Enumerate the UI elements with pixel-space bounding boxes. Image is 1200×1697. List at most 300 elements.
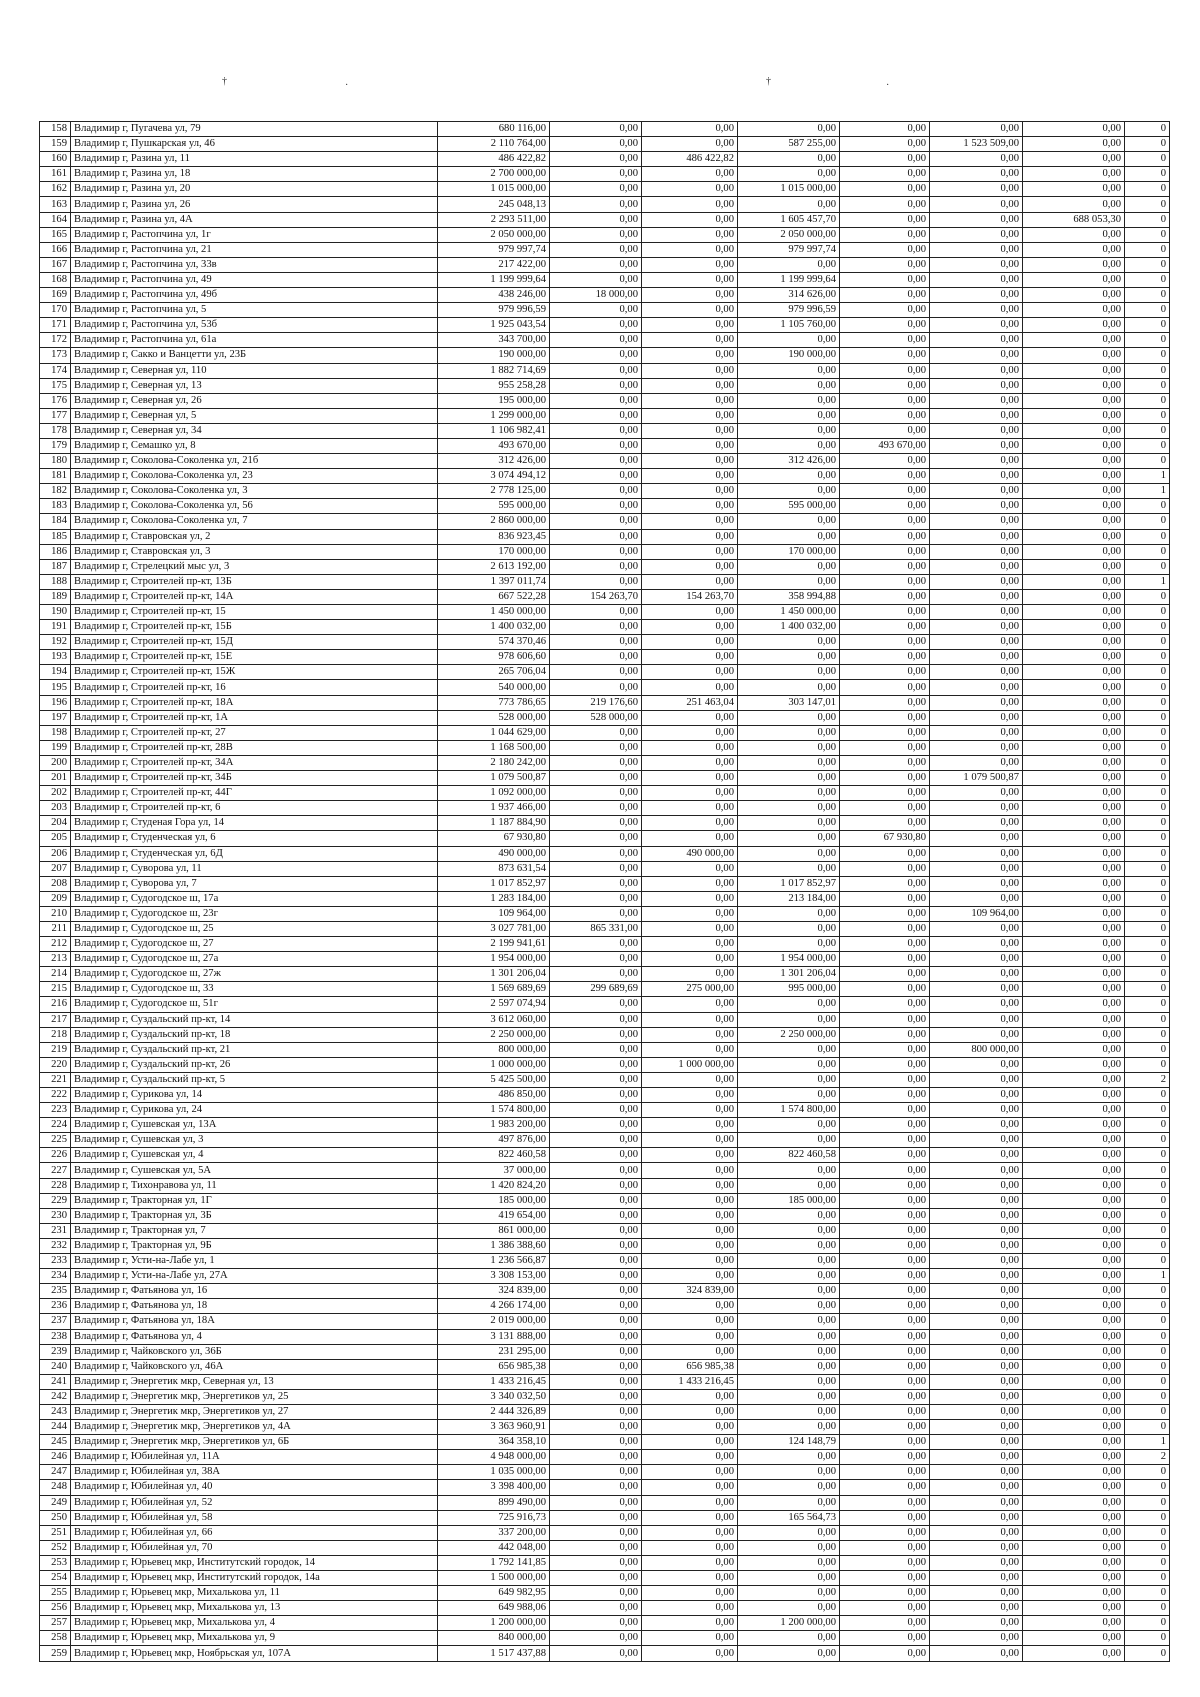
- total-amount-cell: 324 839,00: [438, 1284, 550, 1299]
- row-number: 222: [40, 1088, 71, 1103]
- amount-cell-3: 0,00: [738, 861, 840, 876]
- row-number: 238: [40, 1329, 71, 1344]
- table-row: [40, 725, 1170, 740]
- count-cell: 0: [1125, 1389, 1170, 1404]
- amount-cell-1: 0,00: [550, 484, 642, 499]
- amount-cell-3: 0,00: [738, 257, 840, 272]
- amount-cell-6: 0,00: [1023, 574, 1125, 589]
- amount-cell-4: 0,00: [840, 454, 930, 469]
- amount-cell-3: 0,00: [738, 1254, 840, 1269]
- amount-cell-4: 0,00: [840, 408, 930, 423]
- amount-cell-1: 0,00: [550, 1148, 642, 1163]
- amount-cell-5: 0,00: [930, 952, 1023, 967]
- amount-cell-5: 0,00: [930, 1465, 1023, 1480]
- amount-cell-4: 0,00: [840, 1193, 930, 1208]
- address-cell: Владимир г, Строителей пр-кт, 27: [71, 725, 438, 740]
- count-cell: 0: [1125, 227, 1170, 242]
- amount-cell-2: 0,00: [642, 378, 738, 393]
- amount-cell-6: 0,00: [1023, 333, 1125, 348]
- count-cell: 0: [1125, 559, 1170, 574]
- amount-cell-6: 0,00: [1023, 363, 1125, 378]
- amount-cell-6: 0,00: [1023, 559, 1125, 574]
- amount-cell-4: 0,00: [840, 559, 930, 574]
- row-number: 176: [40, 393, 71, 408]
- amount-cell-1: 0,00: [550, 1103, 642, 1118]
- address-cell: Владимир г, Тракторная ул, 3Б: [71, 1208, 438, 1223]
- total-amount-cell: 800 000,00: [438, 1042, 550, 1057]
- amount-cell-1: 0,00: [550, 257, 642, 272]
- row-number: 245: [40, 1435, 71, 1450]
- amount-cell-1: 0,00: [550, 122, 642, 137]
- count-cell: 0: [1125, 967, 1170, 982]
- amount-cell-6: 0,00: [1023, 544, 1125, 559]
- table-row: [40, 1118, 1170, 1133]
- amount-cell-3: 0,00: [738, 1178, 840, 1193]
- amount-cell-1: 0,00: [550, 1133, 642, 1148]
- row-number: 225: [40, 1133, 71, 1148]
- row-number: 196: [40, 695, 71, 710]
- table-row: [40, 529, 1170, 544]
- row-number: 192: [40, 635, 71, 650]
- count-cell: 0: [1125, 695, 1170, 710]
- scan-speck: ·: [886, 80, 890, 91]
- amount-cell-5: 0,00: [930, 212, 1023, 227]
- address-cell: Владимир г, Сурикова ул, 14: [71, 1088, 438, 1103]
- amount-cell-1: 219 176,60: [550, 695, 642, 710]
- total-amount-cell: 5 425 500,00: [438, 1072, 550, 1087]
- total-amount-cell: 438 246,00: [438, 288, 550, 303]
- row-number: 180: [40, 454, 71, 469]
- total-amount-cell: 3 363 960,91: [438, 1420, 550, 1435]
- amount-cell-2: 0,00: [642, 952, 738, 967]
- amount-cell-2: 656 985,38: [642, 1359, 738, 1374]
- amount-cell-5: 0,00: [930, 1269, 1023, 1284]
- table-row: [40, 921, 1170, 936]
- table-row: [40, 1163, 1170, 1178]
- row-number: 259: [40, 1646, 71, 1661]
- address-cell: Владимир г, Суворова ул, 11: [71, 861, 438, 876]
- amount-cell-1: 0,00: [550, 212, 642, 227]
- amount-cell-3: 995 000,00: [738, 982, 840, 997]
- amount-cell-6: 0,00: [1023, 227, 1125, 242]
- amount-cell-4: 0,00: [840, 1148, 930, 1163]
- amount-cell-2: 0,00: [642, 1525, 738, 1540]
- amount-cell-6: 0,00: [1023, 1435, 1125, 1450]
- amount-cell-1: 0,00: [550, 665, 642, 680]
- amount-cell-1: 0,00: [550, 1495, 642, 1510]
- row-number: 186: [40, 544, 71, 559]
- amount-cell-1: 0,00: [550, 725, 642, 740]
- amount-cell-2: 0,00: [642, 242, 738, 257]
- amount-cell-3: 0,00: [738, 1646, 840, 1661]
- amount-cell-2: 0,00: [642, 393, 738, 408]
- amount-cell-1: 0,00: [550, 1586, 642, 1601]
- amount-cell-1: 0,00: [550, 1027, 642, 1042]
- amount-cell-5: 0,00: [930, 167, 1023, 182]
- amount-cell-4: 0,00: [840, 152, 930, 167]
- total-amount-cell: 595 000,00: [438, 499, 550, 514]
- total-amount-cell: 1 079 500,87: [438, 771, 550, 786]
- amount-cell-5: 0,00: [930, 1540, 1023, 1555]
- amount-cell-5: 800 000,00: [930, 1042, 1023, 1057]
- amount-cell-2: 0,00: [642, 1404, 738, 1419]
- amount-cell-6: 0,00: [1023, 1284, 1125, 1299]
- amount-cell-5: 0,00: [930, 152, 1023, 167]
- row-number: 190: [40, 605, 71, 620]
- amount-cell-4: 0,00: [840, 1057, 930, 1072]
- amount-cell-6: 0,00: [1023, 1344, 1125, 1359]
- amount-cell-3: 595 000,00: [738, 499, 840, 514]
- amount-cell-4: 0,00: [840, 272, 930, 287]
- amount-cell-4: 0,00: [840, 227, 930, 242]
- table-row: [40, 589, 1170, 604]
- row-number: 177: [40, 408, 71, 423]
- register-table: [39, 121, 1170, 1662]
- amount-cell-3: 0,00: [738, 1601, 840, 1616]
- amount-cell-6: 0,00: [1023, 740, 1125, 755]
- amount-cell-4: 0,00: [840, 665, 930, 680]
- amount-cell-6: 0,00: [1023, 650, 1125, 665]
- count-cell: 0: [1125, 438, 1170, 453]
- amount-cell-2: 0,00: [642, 786, 738, 801]
- row-number: 205: [40, 831, 71, 846]
- address-cell: Владимир г, Растопчина ул, 33в: [71, 257, 438, 272]
- amount-cell-3: 1 017 852,97: [738, 876, 840, 891]
- amount-cell-3: 0,00: [738, 1088, 840, 1103]
- amount-cell-4: 0,00: [840, 1510, 930, 1525]
- amount-cell-4: 0,00: [840, 363, 930, 378]
- amount-cell-4: 0,00: [840, 423, 930, 438]
- count-cell: 0: [1125, 846, 1170, 861]
- amount-cell-3: 1 450 000,00: [738, 605, 840, 620]
- address-cell: Владимир г, Строителей пр-кт, 13Б: [71, 574, 438, 589]
- row-number: 251: [40, 1525, 71, 1540]
- count-cell: 0: [1125, 1616, 1170, 1631]
- count-cell: 0: [1125, 1465, 1170, 1480]
- amount-cell-5: 0,00: [930, 303, 1023, 318]
- address-cell: Владимир г, Ставровская ул, 3: [71, 544, 438, 559]
- row-number: 189: [40, 589, 71, 604]
- amount-cell-4: 0,00: [840, 212, 930, 227]
- table-row: [40, 1586, 1170, 1601]
- amount-cell-5: 0,00: [930, 122, 1023, 137]
- row-number: 172: [40, 333, 71, 348]
- amount-cell-2: 0,00: [642, 1012, 738, 1027]
- amount-cell-5: 0,00: [930, 1223, 1023, 1238]
- amount-cell-3: 0,00: [738, 1133, 840, 1148]
- amount-cell-3: 358 994,88: [738, 589, 840, 604]
- count-cell: 0: [1125, 620, 1170, 635]
- table-row: [40, 620, 1170, 635]
- count-cell: 0: [1125, 348, 1170, 363]
- amount-cell-5: 0,00: [930, 680, 1023, 695]
- amount-cell-3: 0,00: [738, 559, 840, 574]
- address-cell: Владимир г, Фатьянова ул, 16: [71, 1284, 438, 1299]
- count-cell: 0: [1125, 891, 1170, 906]
- table-row: [40, 1012, 1170, 1027]
- amount-cell-6: 0,00: [1023, 831, 1125, 846]
- amount-cell-6: 0,00: [1023, 1223, 1125, 1238]
- amount-cell-3: 0,00: [738, 665, 840, 680]
- amount-cell-3: 0,00: [738, 786, 840, 801]
- amount-cell-2: 0,00: [642, 1148, 738, 1163]
- amount-cell-1: 0,00: [550, 1057, 642, 1072]
- amount-cell-2: 0,00: [642, 1616, 738, 1631]
- amount-cell-6: 0,00: [1023, 1103, 1125, 1118]
- amount-cell-1: 0,00: [550, 499, 642, 514]
- amount-cell-5: 0,00: [930, 1435, 1023, 1450]
- amount-cell-3: 0,00: [738, 574, 840, 589]
- amount-cell-5: 0,00: [930, 1133, 1023, 1148]
- count-cell: 0: [1125, 906, 1170, 921]
- total-amount-cell: 2 860 000,00: [438, 514, 550, 529]
- table-row: [40, 393, 1170, 408]
- address-cell: Владимир г, Северная ул, 110: [71, 363, 438, 378]
- amount-cell-1: 0,00: [550, 680, 642, 695]
- amount-cell-2: 0,00: [642, 1344, 738, 1359]
- amount-cell-4: 0,00: [840, 1163, 930, 1178]
- table-row: [40, 559, 1170, 574]
- amount-cell-6: 0,00: [1023, 499, 1125, 514]
- count-cell: 0: [1125, 454, 1170, 469]
- amount-cell-4: 0,00: [840, 167, 930, 182]
- total-amount-cell: 840 000,00: [438, 1631, 550, 1646]
- count-cell: 0: [1125, 122, 1170, 137]
- row-number: 183: [40, 499, 71, 514]
- amount-cell-3: 0,00: [738, 1586, 840, 1601]
- amount-cell-1: 0,00: [550, 514, 642, 529]
- amount-cell-5: 0,00: [930, 1480, 1023, 1495]
- row-number: 236: [40, 1299, 71, 1314]
- address-cell: Владимир г, Юрьевец мкр, Михалькова ул, 11: [71, 1586, 438, 1601]
- amount-cell-6: 0,00: [1023, 1269, 1125, 1284]
- total-amount-cell: 486 850,00: [438, 1088, 550, 1103]
- amount-cell-2: 0,00: [642, 1178, 738, 1193]
- amount-cell-5: 0,00: [930, 1299, 1023, 1314]
- count-cell: 0: [1125, 1601, 1170, 1616]
- amount-cell-6: 0,00: [1023, 1027, 1125, 1042]
- amount-cell-4: 0,00: [840, 1223, 930, 1238]
- amount-cell-5: 0,00: [930, 1193, 1023, 1208]
- count-cell: 0: [1125, 1299, 1170, 1314]
- address-cell: Владимир г, Растопчина ул, 21: [71, 242, 438, 257]
- address-cell: Владимир г, Растопчина ул, 53б: [71, 318, 438, 333]
- amount-cell-2: 486 422,82: [642, 152, 738, 167]
- address-cell: Владимир г, Строителей пр-кт, 6: [71, 801, 438, 816]
- amount-cell-3: 1 015 000,00: [738, 182, 840, 197]
- amount-cell-3: 0,00: [738, 1072, 840, 1087]
- total-amount-cell: 1 792 141,85: [438, 1555, 550, 1570]
- amount-cell-2: 0,00: [642, 680, 738, 695]
- address-cell: Владимир г, Сушевская ул, 5А: [71, 1163, 438, 1178]
- amount-cell-4: 0,00: [840, 755, 930, 770]
- amount-cell-6: 0,00: [1023, 469, 1125, 484]
- count-cell: 0: [1125, 1495, 1170, 1510]
- amount-cell-4: 0,00: [840, 967, 930, 982]
- amount-cell-6: 0,00: [1023, 1646, 1125, 1661]
- amount-cell-1: 0,00: [550, 1314, 642, 1329]
- amount-cell-5: 0,00: [930, 635, 1023, 650]
- table-row: [40, 378, 1170, 393]
- amount-cell-6: 0,00: [1023, 982, 1125, 997]
- amount-cell-4: 0,00: [840, 771, 930, 786]
- amount-cell-3: 0,00: [738, 197, 840, 212]
- amount-cell-6: 0,00: [1023, 846, 1125, 861]
- total-amount-cell: 2 700 000,00: [438, 167, 550, 182]
- amount-cell-3: 0,00: [738, 755, 840, 770]
- amount-cell-5: 0,00: [930, 378, 1023, 393]
- amount-cell-6: 0,00: [1023, 1178, 1125, 1193]
- table-row: [40, 438, 1170, 453]
- address-cell: Владимир г, Юрьевец мкр, Ноябрьская ул, 107А: [71, 1646, 438, 1661]
- amount-cell-1: 0,00: [550, 1284, 642, 1299]
- amount-cell-6: 0,00: [1023, 1193, 1125, 1208]
- amount-cell-2: 0,00: [642, 1586, 738, 1601]
- amount-cell-5: 0,00: [930, 1359, 1023, 1374]
- amount-cell-2: 0,00: [642, 1480, 738, 1495]
- amount-cell-6: 0,00: [1023, 1057, 1125, 1072]
- amount-cell-3: 0,00: [738, 393, 840, 408]
- amount-cell-5: 0,00: [930, 831, 1023, 846]
- amount-cell-6: 0,00: [1023, 1088, 1125, 1103]
- amount-cell-6: 688 053,30: [1023, 212, 1125, 227]
- amount-cell-1: 0,00: [550, 182, 642, 197]
- amount-cell-4: 0,00: [840, 921, 930, 936]
- address-cell: Владимир г, Тихонравова ул, 11: [71, 1178, 438, 1193]
- address-cell: Владимир г, Строителей пр-кт, 34Б: [71, 771, 438, 786]
- amount-cell-3: 0,00: [738, 725, 840, 740]
- row-number: 188: [40, 574, 71, 589]
- amount-cell-5: 0,00: [930, 861, 1023, 876]
- amount-cell-5: 0,00: [930, 197, 1023, 212]
- amount-cell-1: 0,00: [550, 1238, 642, 1253]
- amount-cell-4: 0,00: [840, 1616, 930, 1631]
- amount-cell-5: 0,00: [930, 1586, 1023, 1601]
- amount-cell-5: 0,00: [930, 1344, 1023, 1359]
- table-row: [40, 1495, 1170, 1510]
- amount-cell-6: 0,00: [1023, 710, 1125, 725]
- row-number: 227: [40, 1163, 71, 1178]
- total-amount-cell: 1 400 032,00: [438, 620, 550, 635]
- table-row: [40, 1284, 1170, 1299]
- total-amount-cell: 667 522,28: [438, 589, 550, 604]
- count-cell: 0: [1125, 544, 1170, 559]
- amount-cell-5: 0,00: [930, 272, 1023, 287]
- table-row: [40, 1103, 1170, 1118]
- amount-cell-5: 0,00: [930, 1103, 1023, 1118]
- amount-cell-2: 0,00: [642, 257, 738, 272]
- table-row: [40, 650, 1170, 665]
- amount-cell-5: 0,00: [930, 1072, 1023, 1087]
- table-row: [40, 801, 1170, 816]
- amount-cell-5: 0,00: [930, 725, 1023, 740]
- address-cell: Владимир г, Растопчина ул, 1г: [71, 227, 438, 242]
- total-amount-cell: 1 937 466,00: [438, 801, 550, 816]
- amount-cell-5: 0,00: [930, 574, 1023, 589]
- amount-cell-5: 0,00: [930, 801, 1023, 816]
- amount-cell-5: 0,00: [930, 921, 1023, 936]
- count-cell: 0: [1125, 650, 1170, 665]
- amount-cell-5: 0,00: [930, 348, 1023, 363]
- amount-cell-5: 0,00: [930, 1012, 1023, 1027]
- amount-cell-4: 0,00: [840, 620, 930, 635]
- amount-cell-1: 0,00: [550, 1435, 642, 1450]
- amount-cell-3: 0,00: [738, 831, 840, 846]
- amount-cell-5: 0,00: [930, 1027, 1023, 1042]
- address-cell: Владимир г, Студеная Гора ул, 14: [71, 816, 438, 831]
- amount-cell-2: 490 000,00: [642, 846, 738, 861]
- table-row: [40, 1088, 1170, 1103]
- amount-cell-6: 0,00: [1023, 967, 1125, 982]
- amount-cell-1: 0,00: [550, 1208, 642, 1223]
- row-number: 171: [40, 318, 71, 333]
- total-amount-cell: 540 000,00: [438, 680, 550, 695]
- total-amount-cell: 170 000,00: [438, 544, 550, 559]
- amount-cell-1: 0,00: [550, 1118, 642, 1133]
- count-cell: 0: [1125, 1223, 1170, 1238]
- amount-cell-3: 1 301 206,04: [738, 967, 840, 982]
- address-cell: Владимир г, Северная ул, 5: [71, 408, 438, 423]
- amount-cell-3: 303 147,01: [738, 695, 840, 710]
- total-amount-cell: 2 250 000,00: [438, 1027, 550, 1042]
- total-amount-cell: 528 000,00: [438, 710, 550, 725]
- count-cell: 0: [1125, 1118, 1170, 1133]
- amount-cell-4: 0,00: [840, 1586, 930, 1601]
- address-cell: Владимир г, Фатьянова ул, 4: [71, 1329, 438, 1344]
- amount-cell-6: 0,00: [1023, 906, 1125, 921]
- amount-cell-5: 0,00: [930, 1057, 1023, 1072]
- table-row: [40, 1601, 1170, 1616]
- row-number: 212: [40, 937, 71, 952]
- table-row: [40, 1420, 1170, 1435]
- total-amount-cell: 190 000,00: [438, 348, 550, 363]
- total-amount-cell: 1 433 216,45: [438, 1374, 550, 1389]
- amount-cell-1: 154 263,70: [550, 589, 642, 604]
- total-amount-cell: 1 420 824,20: [438, 1178, 550, 1193]
- table-row: [40, 182, 1170, 197]
- table-row: [40, 1616, 1170, 1631]
- table-row: [40, 665, 1170, 680]
- address-cell: Владимир г, Семашко ул, 8: [71, 438, 438, 453]
- count-cell: 0: [1125, 1178, 1170, 1193]
- amount-cell-5: 0,00: [930, 665, 1023, 680]
- count-cell: 0: [1125, 876, 1170, 891]
- amount-cell-1: 0,00: [550, 167, 642, 182]
- table-row: [40, 952, 1170, 967]
- amount-cell-6: 0,00: [1023, 1072, 1125, 1087]
- count-cell: 0: [1125, 137, 1170, 152]
- amount-cell-5: 0,00: [930, 1329, 1023, 1344]
- total-amount-cell: 1 882 714,69: [438, 363, 550, 378]
- amount-cell-3: 170 000,00: [738, 544, 840, 559]
- address-cell: Владимир г, Северная ул, 26: [71, 393, 438, 408]
- amount-cell-4: 0,00: [840, 786, 930, 801]
- count-cell: 0: [1125, 288, 1170, 303]
- row-number: 208: [40, 876, 71, 891]
- row-number: 217: [40, 1012, 71, 1027]
- total-amount-cell: 725 916,73: [438, 1510, 550, 1525]
- address-cell: Владимир г, Тракторная ул, 9Б: [71, 1238, 438, 1253]
- amount-cell-1: 865 331,00: [550, 921, 642, 936]
- table-row: [40, 1299, 1170, 1314]
- amount-cell-2: 0,00: [642, 921, 738, 936]
- amount-cell-4: 0,00: [840, 1495, 930, 1510]
- row-number: 178: [40, 423, 71, 438]
- table-row: [40, 242, 1170, 257]
- amount-cell-5: 0,00: [930, 1525, 1023, 1540]
- amount-cell-5: 1 523 509,00: [930, 137, 1023, 152]
- table-row: [40, 1027, 1170, 1042]
